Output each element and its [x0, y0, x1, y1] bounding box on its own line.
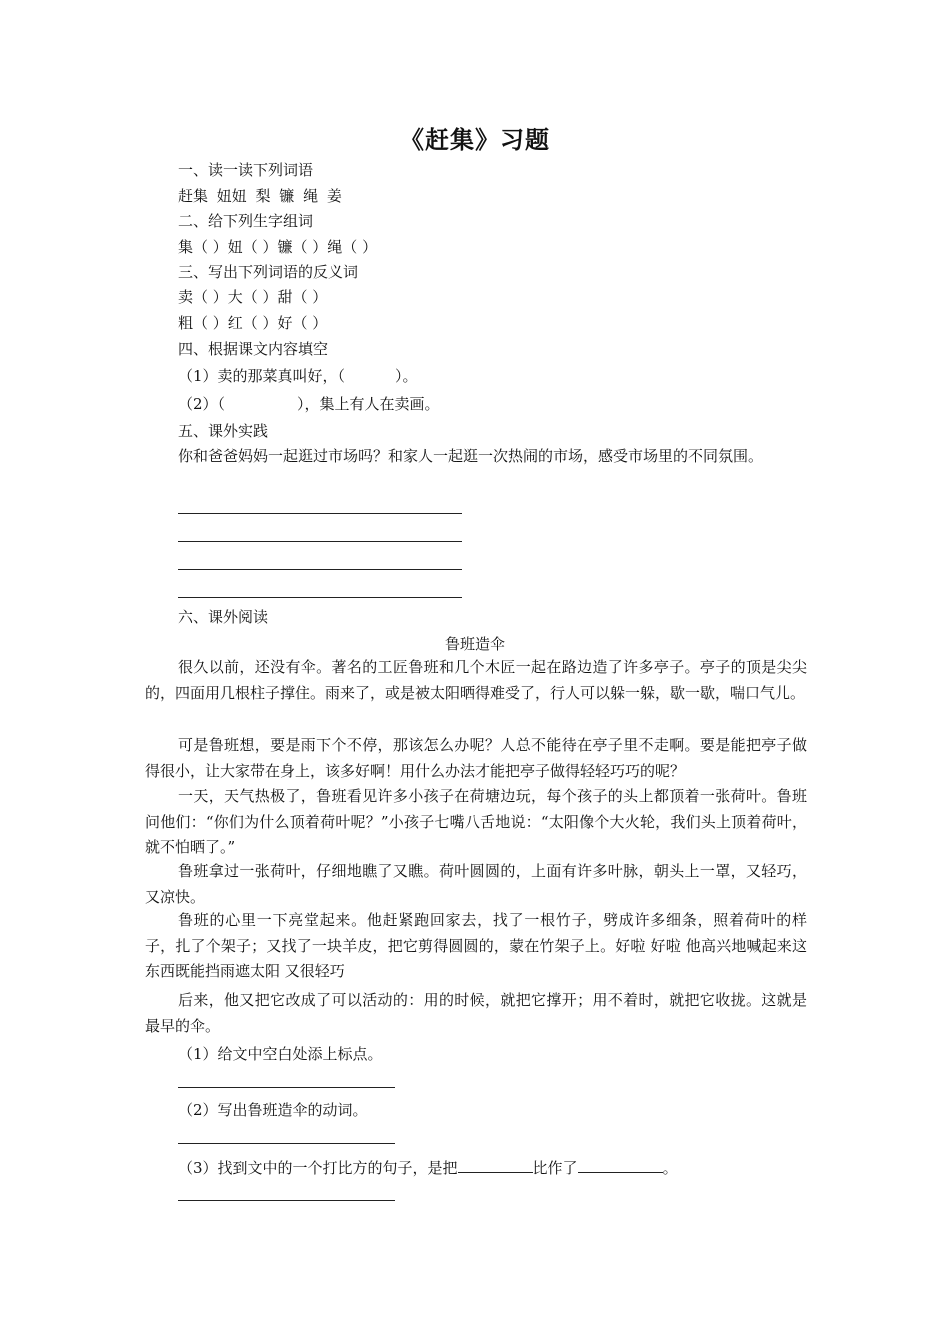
section4-heading: 四、根据课文内容填空	[178, 340, 329, 358]
answer-line-q1[interactable]	[178, 1087, 395, 1088]
q3-text-b: 比作了	[532, 1159, 578, 1177]
answer-line-q2[interactable]	[178, 1143, 395, 1144]
answer-line-q3[interactable]	[178, 1200, 395, 1201]
answer-line-1[interactable]	[178, 513, 462, 514]
section1-words: 赶集 妞妞 梨 镰 绳 姜	[178, 187, 342, 205]
answer-line-4[interactable]	[178, 597, 462, 598]
story-paragraph-4: 鲁班拿过一张荷叶，仔细地瞧了又瞧。荷叶圆圆的，上面有许多叶脉，朝头上一罩，又轻巧，又凉快。	[145, 862, 807, 906]
q2-text-b: ），集上有人在卖画。	[297, 395, 440, 413]
q3-text-a: （3）找到文中的一个打比方的句子，是把	[178, 1159, 458, 1177]
section4-q1	[178, 366, 418, 386]
section1-heading: 一、读一读下列词语	[178, 161, 314, 179]
reading-question-2: （2）写出鲁班造伞的动词。	[178, 1101, 368, 1119]
section2-line: 集（ ）妞（ ）镰（ ）绳（ ）	[178, 238, 378, 256]
q1-text-b: ）。	[395, 367, 418, 385]
section5-text: 你和爸爸妈妈一起逛过市场吗？和家人一起逛一次热闹的市场，感受市场里的不同氛围。	[178, 447, 764, 465]
q3-blank-1[interactable]	[458, 1157, 533, 1173]
q2-text-a: （2）（	[178, 395, 226, 413]
story-paragraph-2: 可是鲁班想，要是雨下个不停，那该怎么办呢？人总不能待在亭子里不走啊。要是能把亭子做得很小，让大家带在身上，该多好啊！用什么办法才能把亭子做得轻轻巧巧的呢？	[145, 736, 807, 780]
story-paragraph-5: 鲁班的心里一下亮堂起来。他赶紧跑回家去，找了一根竹子，劈成许多细条，照着荷叶的样子，扎了个架子；又找了一块羊皮，把它剪得圆圆的，蒙在竹架子上。好啦 好啦 他高兴地喊起来这东西既能挡雨遮太阳 又很轻巧	[145, 911, 807, 980]
section3-line2: 粗（ ）红（ ）好（ ）	[178, 314, 328, 332]
section6-heading: 六、课外阅读	[178, 608, 269, 626]
section3-line1: 卖（ ）大（ ）甜（ ）	[178, 288, 328, 306]
section5-heading: 五、课外实践	[178, 422, 269, 440]
section4-q2	[178, 394, 440, 414]
section3-heading: 三、写出下列词语的反义词	[178, 263, 359, 281]
story-paragraph-1: 很久以前，还没有伞。著名的工匠鲁班和几个木匠一起在路边造了许多亭子。亭子的顶是尖尖的，四面用几根柱子撑住。雨来了，或是被太阳晒得难受了，行人可以躲一躲，歇一歇，喘口气儿。	[145, 658, 807, 702]
section2-heading: 二、给下列生字组词	[178, 212, 314, 230]
q3-text-c: 。	[662, 1159, 678, 1177]
document-title: 《赶集》习题	[400, 125, 550, 154]
story-title: 鲁班造伞	[444, 635, 505, 653]
reading-question-1: （1）给文中空白处添上标点。	[178, 1045, 383, 1063]
story-paragraph-6: 后来，他又把它改成了可以活动的：用的时候，就把它撑开；用不着时，就把它收拢。这就是最早的伞。	[145, 991, 807, 1035]
q1-text-a: （1）卖的那菜真叫好，（	[178, 367, 346, 385]
story-paragraph-3: 一天，天气热极了，鲁班看见许多小孩子在荷塘边玩，每个孩子的头上都顶着一张荷叶。鲁班问他们：“你们为什么顶着荷叶呢？”小孩子七嘴八舌地说：“太阳像个大火轮，我们头上顶着荷叶，就不怕晒了。”	[145, 787, 807, 856]
reading-question-3	[178, 1157, 678, 1178]
q3-blank-2[interactable]	[578, 1157, 663, 1173]
answer-line-2[interactable]	[178, 541, 462, 542]
answer-line-3[interactable]	[178, 569, 462, 570]
